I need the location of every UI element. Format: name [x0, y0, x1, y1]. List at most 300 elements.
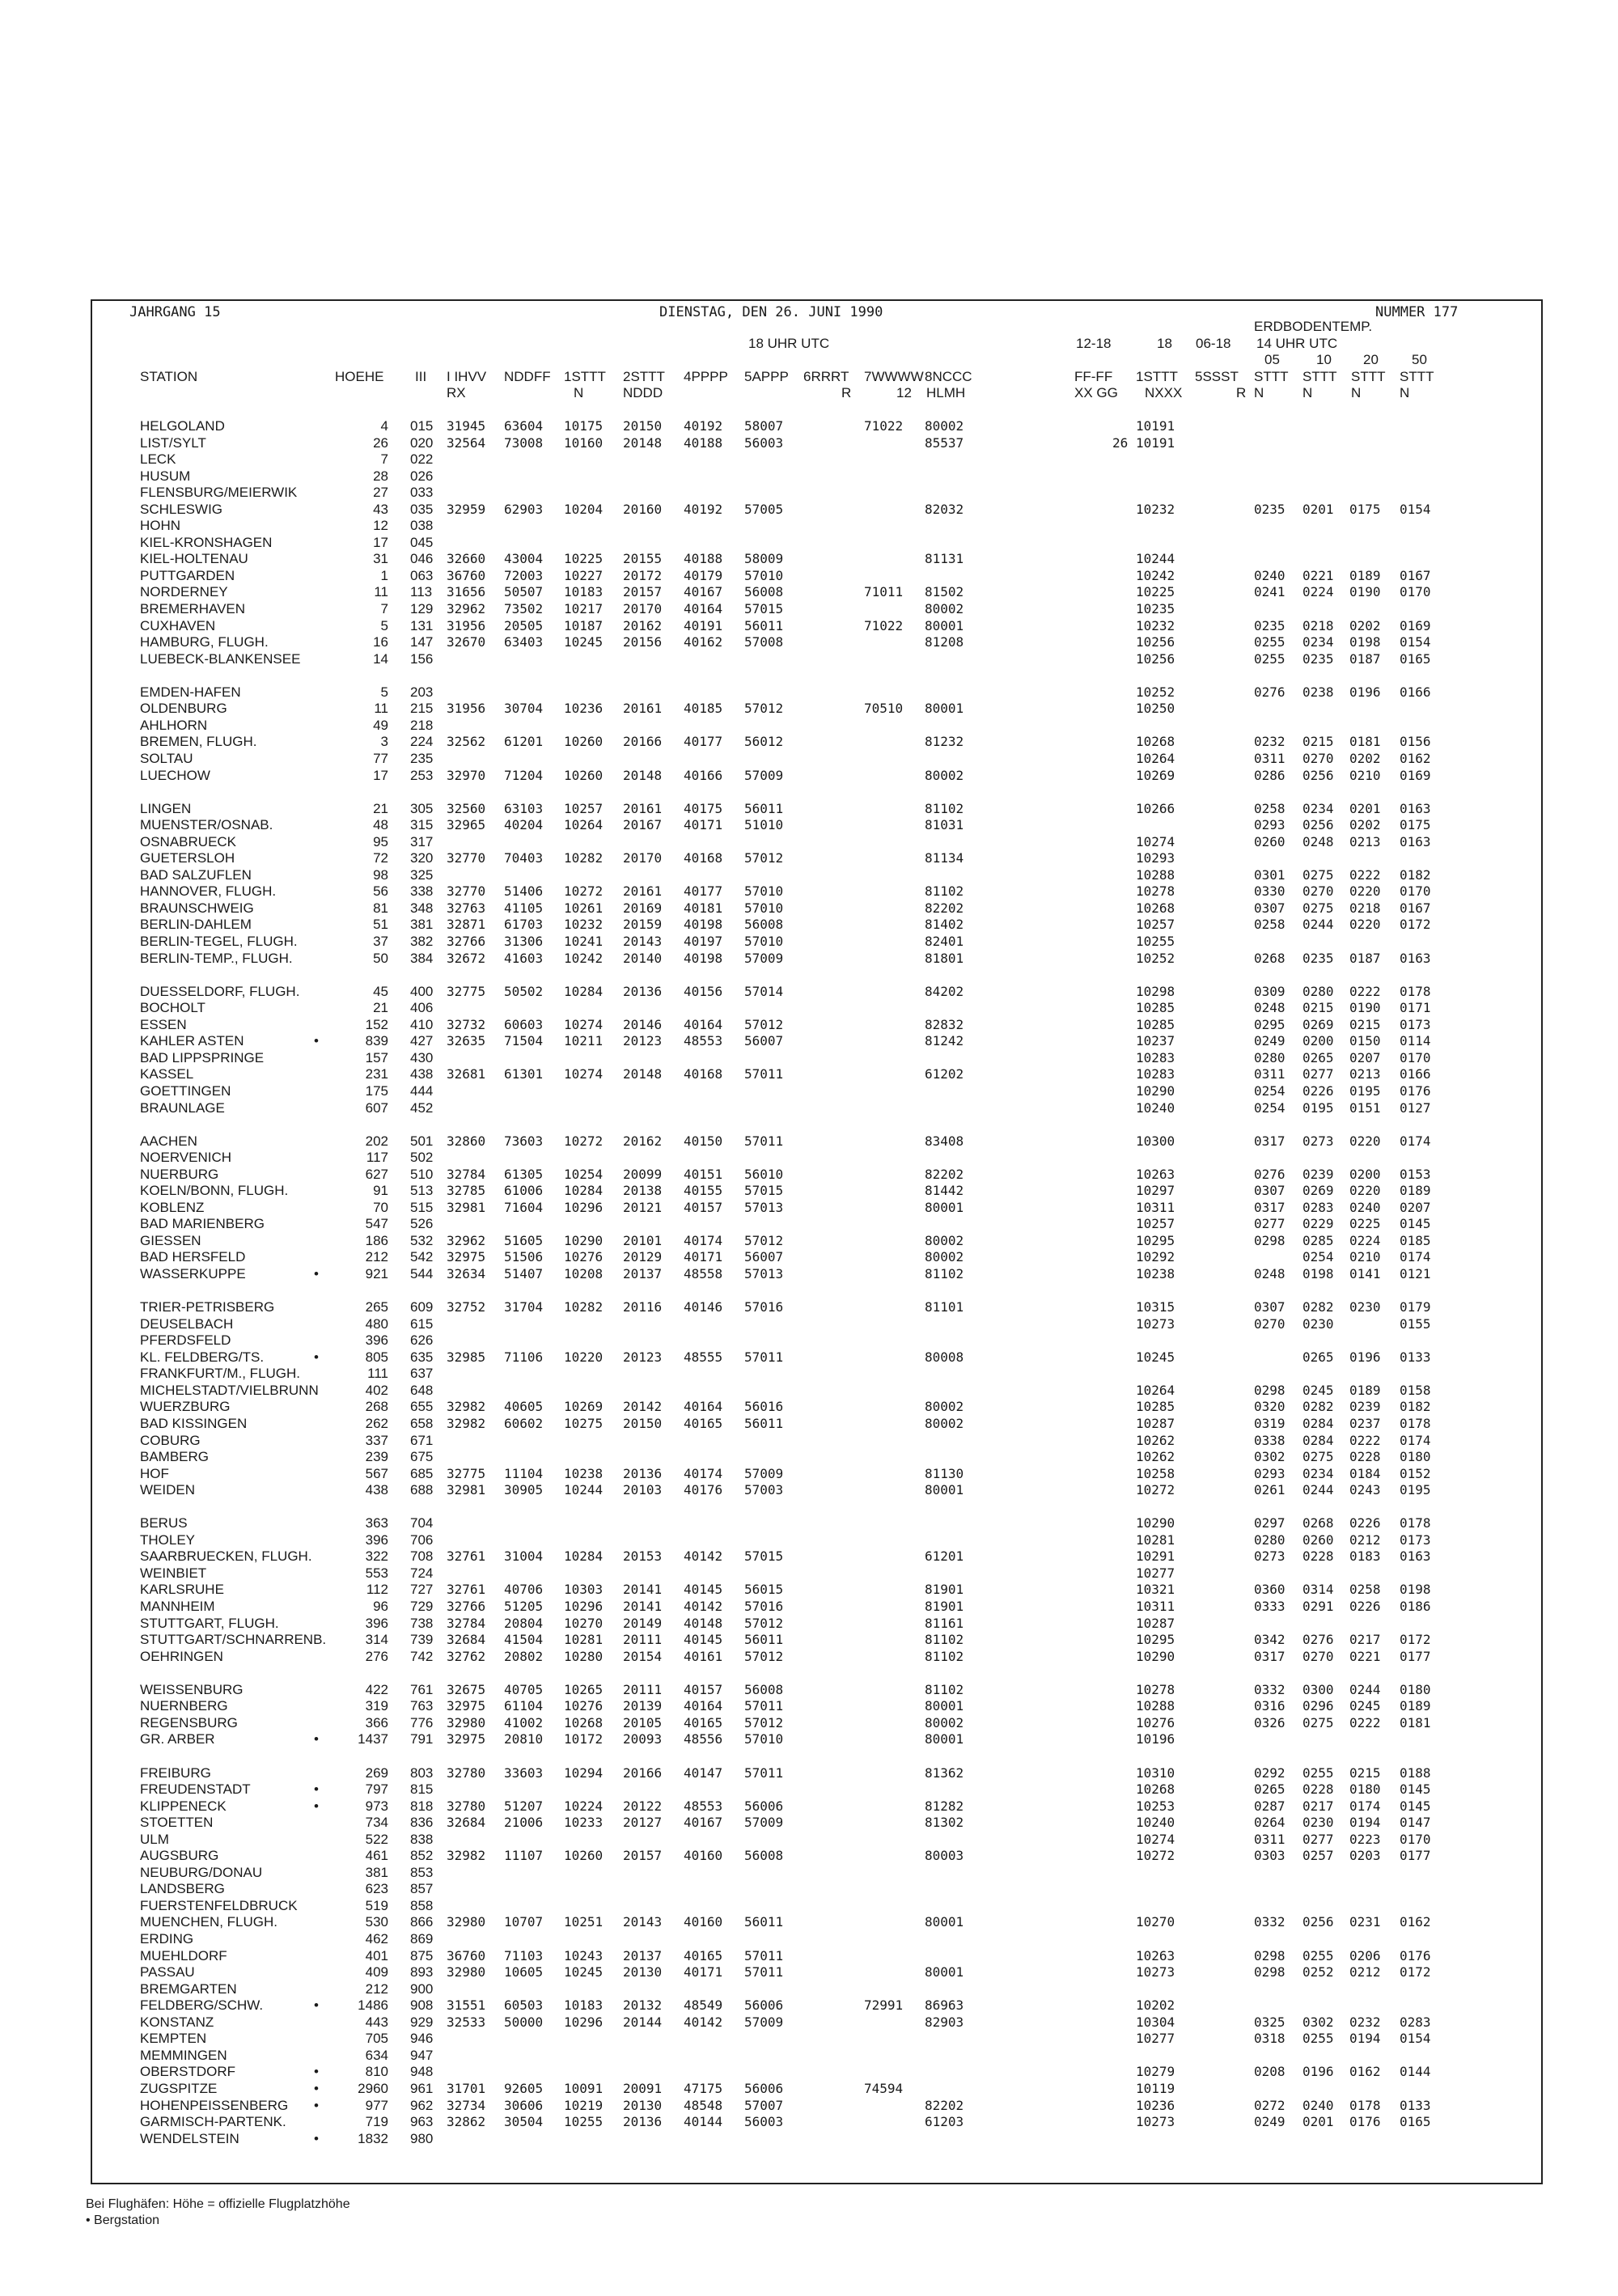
value-soil-10: 0277 — [1302, 1066, 1334, 1082]
value-soil-05: 0293 — [1254, 1466, 1286, 1481]
value-nxxx: 10290 — [1136, 1649, 1175, 1664]
value-4pppp: 40151 — [684, 1167, 723, 1182]
station-id: 818 — [410, 1798, 434, 1814]
table-row — [0, 434, 1618, 451]
value-nddff: 41504 — [504, 1632, 544, 1647]
station-id: 015 — [410, 418, 434, 434]
value-soil-20: 0174 — [1349, 1798, 1381, 1814]
value-5appp: 57015 — [744, 1183, 784, 1198]
value-soil-20: 0210 — [1349, 1249, 1381, 1264]
station-height: 480 — [365, 1316, 388, 1332]
station-id: 724 — [410, 1565, 434, 1581]
station-height: 70 — [373, 1200, 388, 1215]
station-name: WEINBIET — [140, 1565, 207, 1581]
value-soil-20: 0141 — [1349, 1266, 1381, 1281]
value-soil-50: 0170 — [1400, 1050, 1431, 1065]
value-soil-50: 0169 — [1400, 768, 1431, 783]
station-name: GOETTINGEN — [140, 1083, 231, 1099]
value-nddff-rx: 32780 — [447, 1765, 486, 1781]
value-2sttt: 20093 — [623, 1731, 663, 1747]
station-height: 12 — [373, 518, 388, 533]
value-soil-20: 0222 — [1349, 1715, 1381, 1730]
table-row — [0, 417, 1618, 434]
value-soil-05: 0254 — [1254, 1100, 1286, 1116]
value-nxxx: 10292 — [1136, 1249, 1175, 1264]
value-4pppp: 40142 — [684, 1599, 723, 1614]
station-id: 320 — [410, 850, 434, 866]
value-1sttt: 10245 — [564, 634, 604, 650]
col-12: 12 — [896, 385, 912, 400]
value-nxxx: 10288 — [1136, 867, 1175, 883]
value-nddff: 30905 — [504, 1482, 544, 1497]
value-soil-05: 0316 — [1254, 1698, 1286, 1714]
value-soil-20: 0203 — [1349, 1848, 1381, 1863]
station-name: WENDELSTEIN — [140, 2131, 239, 2146]
value-5appp: 56006 — [744, 1997, 784, 2013]
col-sttt-10: STTT — [1302, 369, 1337, 384]
value-nxxx: 10232 — [1136, 502, 1175, 517]
table-row — [0, 1049, 1618, 1066]
value-soil-50: 0153 — [1400, 1167, 1431, 1182]
value-8nccc: 80001 — [925, 1914, 964, 1930]
value-4pppp: 40191 — [684, 618, 723, 633]
value-soil-50: 0144 — [1400, 2064, 1431, 2079]
station-height: 314 — [365, 1632, 388, 1647]
value-1sttt: 10275 — [564, 1416, 604, 1431]
value-5appp: 56011 — [744, 801, 784, 816]
value-nddff: 61703 — [504, 917, 544, 932]
value-8nccc: 81901 — [925, 1599, 964, 1614]
value-nxxx: 10278 — [1136, 1682, 1175, 1697]
value-8nccc: 80002 — [925, 601, 964, 616]
value-soil-20: 0196 — [1349, 684, 1381, 700]
station-name: LUEBECK-BLANKENSEE — [140, 651, 301, 667]
station-id: 637 — [410, 1366, 434, 1381]
value-soil-50: 0163 — [1400, 801, 1431, 816]
value-soil-10: 0260 — [1302, 1532, 1334, 1548]
station-name: MICHELSTADT/VIELBRUNN — [140, 1383, 319, 1398]
value-soil-20: 0190 — [1349, 584, 1381, 599]
value-2sttt: 20169 — [623, 900, 663, 916]
value-4pppp: 40156 — [684, 984, 723, 999]
value-soil-05: 0265 — [1254, 1781, 1286, 1797]
value-soil-10: 0195 — [1302, 1100, 1334, 1116]
mountain-station-marker: • — [314, 1997, 319, 2013]
value-nxxx: 10287 — [1136, 1616, 1175, 1631]
value-1sttt: 10227 — [564, 568, 604, 583]
value-nxxx: 10290 — [1136, 1515, 1175, 1531]
station-height: 519 — [365, 1898, 388, 1913]
value-2sttt: 20162 — [623, 618, 663, 633]
value-soil-05: 0276 — [1254, 684, 1286, 700]
value-1sttt: 10172 — [564, 1731, 604, 1747]
value-soil-10: 0300 — [1302, 1682, 1334, 1697]
value-nxxx: 10235 — [1136, 601, 1175, 616]
value-soil-20: 0220 — [1349, 883, 1381, 899]
value-4pppp: 40164 — [684, 1698, 723, 1714]
value-8nccc: 80002 — [925, 768, 964, 783]
value-nddff-rx: 32670 — [447, 634, 486, 650]
value-nxxx: 10295 — [1136, 1233, 1175, 1248]
station-height: 231 — [365, 1066, 388, 1082]
value-nxxx: 10119 — [1136, 2081, 1175, 2096]
value-soil-20: 0224 — [1349, 1233, 1381, 1248]
value-soil-05: 0303 — [1254, 1848, 1286, 1863]
station-height: 111 — [367, 1366, 388, 1381]
value-soil-10: 0228 — [1302, 1781, 1334, 1797]
table-row — [0, 750, 1618, 767]
value-nddff: 73603 — [504, 1133, 544, 1149]
value-soil-50: 0167 — [1400, 900, 1431, 916]
value-2sttt: 20161 — [623, 883, 663, 899]
value-1sttt: 10244 — [564, 1482, 604, 1497]
footnote-mountain: • Bergstation — [86, 2213, 159, 2227]
value-soil-05: 0280 — [1254, 1532, 1286, 1548]
station-name: HUSUM — [140, 468, 191, 484]
mountain-station-marker: • — [314, 2081, 319, 2096]
value-5appp: 57009 — [744, 2014, 784, 2030]
value-soil-50: 0145 — [1400, 1798, 1431, 1814]
value-nxxx: 10225 — [1136, 584, 1175, 599]
value-soil-10: 0217 — [1302, 1798, 1334, 1814]
station-id: 045 — [410, 535, 434, 550]
value-soil-05: 0325 — [1254, 2014, 1286, 2030]
value-4pppp: 48548 — [684, 2098, 723, 2113]
value-soil-10: 0314 — [1302, 1582, 1334, 1597]
value-4pppp: 40147 — [684, 1765, 723, 1781]
value-nddff-rx: 31945 — [447, 418, 486, 434]
value-nddff: 61006 — [504, 1183, 544, 1198]
table-row — [0, 1864, 1618, 1881]
value-soil-05: 0317 — [1254, 1133, 1286, 1149]
value-nddff-rx: 32862 — [447, 2114, 486, 2129]
value-soil-50: 0195 — [1400, 1482, 1431, 1497]
value-2sttt: 20143 — [623, 1914, 663, 1930]
table-row — [0, 1166, 1618, 1183]
station-name: SOLTAU — [140, 751, 193, 766]
table-row — [0, 733, 1618, 750]
value-soil-20: 0151 — [1349, 1100, 1381, 1116]
value-soil-05: 0311 — [1254, 751, 1286, 766]
value-soil-20: 0212 — [1349, 1964, 1381, 1980]
value-nddff: 51406 — [504, 883, 544, 899]
value-soil-05: 0255 — [1254, 634, 1286, 650]
station-name: BAD LIPPSPRINGE — [140, 1050, 265, 1065]
value-5appp: 56011 — [744, 1632, 784, 1647]
value-soil-50: 0174 — [1400, 1133, 1431, 1149]
station-name: WUERZBURG — [140, 1399, 231, 1414]
value-soil-20: 0187 — [1349, 651, 1381, 667]
col-1sttt-b: 1STTT — [1136, 369, 1178, 384]
value-soil-05: 0320 — [1254, 1399, 1286, 1414]
value-2sttt: 20140 — [623, 951, 663, 966]
value-soil-10: 0302 — [1302, 2014, 1334, 2030]
station-id: 022 — [410, 451, 434, 467]
station-id: 452 — [410, 1100, 434, 1116]
value-soil-05: 0261 — [1254, 1482, 1286, 1497]
value-5appp: 57010 — [744, 883, 784, 899]
value-soil-50: 0156 — [1400, 734, 1431, 749]
value-2sttt: 20156 — [623, 634, 663, 650]
station-height: 21 — [373, 801, 388, 816]
value-1sttt: 10296 — [564, 1200, 604, 1215]
value-soil-20: 0239 — [1349, 1399, 1381, 1414]
value-1sttt: 10225 — [564, 551, 604, 566]
value-5appp: 57009 — [744, 1815, 784, 1830]
table-row — [0, 849, 1618, 866]
station-name: BOCHOLT — [140, 1000, 205, 1015]
value-2sttt: 20166 — [623, 1765, 663, 1781]
value-soil-20: 0202 — [1349, 751, 1381, 766]
station-name: BAD MARIENBERG — [140, 1216, 265, 1231]
value-7wwww: 72991 — [864, 1997, 904, 2013]
value-4pppp: 40192 — [684, 418, 723, 434]
value-4pppp: 40168 — [684, 850, 723, 866]
station-id: 763 — [410, 1698, 434, 1714]
value-nddff: 50507 — [504, 584, 544, 599]
value-1sttt: 10233 — [564, 1815, 604, 1830]
value-1sttt: 10268 — [564, 1715, 604, 1730]
value-4pppp: 40188 — [684, 435, 723, 451]
value-4pppp: 40174 — [684, 1233, 723, 1248]
station-id: 648 — [410, 1383, 434, 1398]
value-soil-20: 0258 — [1349, 1582, 1381, 1597]
value-2sttt: 20146 — [623, 1017, 663, 1032]
station-id: 382 — [410, 934, 434, 949]
table-row — [0, 1581, 1618, 1598]
value-5appp: 57010 — [744, 568, 784, 583]
value-1sttt: 10242 — [564, 951, 604, 966]
value-nddff: 62903 — [504, 502, 544, 517]
value-nddff-rx: 32981 — [447, 1200, 486, 1215]
station-name: LUECHOW — [140, 768, 210, 783]
value-soil-05: 0270 — [1254, 1316, 1286, 1332]
station-id: 131 — [410, 618, 434, 633]
value-nxxx: 10311 — [1136, 1200, 1175, 1215]
station-height: 77 — [373, 751, 388, 766]
mountain-station-marker: • — [314, 2064, 319, 2079]
value-soil-50: 0172 — [1400, 1964, 1431, 1980]
value-2sttt: 20091 — [623, 2081, 663, 2096]
value-soil-10: 0229 — [1302, 1216, 1334, 1231]
value-soil-20: 0220 — [1349, 917, 1381, 932]
value-8nccc: 81101 — [925, 1299, 964, 1315]
value-1sttt: 10175 — [564, 418, 604, 434]
value-1sttt: 10282 — [564, 850, 604, 866]
value-nxxx: 10273 — [1136, 2114, 1175, 2129]
value-1sttt: 10280 — [564, 1649, 604, 1664]
value-soil-50: 0207 — [1400, 1200, 1431, 1215]
station-id: 129 — [410, 601, 434, 616]
value-nxxx: 10270 — [1136, 1914, 1175, 1930]
value-soil-05: 0235 — [1254, 618, 1286, 633]
value-soil-50: 0162 — [1400, 1914, 1431, 1930]
value-nddff-rx: 36760 — [447, 1948, 486, 1963]
mountain-station-marker: • — [314, 1781, 319, 1797]
station-height: 1 — [380, 568, 388, 583]
value-soil-05: 0235 — [1254, 502, 1286, 517]
value-2sttt: 20137 — [623, 1266, 663, 1281]
range-06-18: 06-18 — [1196, 336, 1231, 351]
value-soil-50: 0178 — [1400, 984, 1431, 999]
station-height: 438 — [365, 1482, 388, 1497]
value-soil-20: 0222 — [1349, 1433, 1381, 1448]
value-soil-20: 0225 — [1349, 1216, 1381, 1231]
value-nddff: 73502 — [504, 601, 544, 616]
station-id: 729 — [410, 1599, 434, 1614]
value-nddff-rx: 32533 — [447, 2014, 486, 2030]
station-name: THOLEY — [140, 1532, 196, 1548]
value-soil-10: 0277 — [1302, 1832, 1334, 1847]
table-row — [0, 1730, 1618, 1747]
table-row — [0, 1365, 1618, 1382]
station-id: 853 — [410, 1865, 434, 1880]
value-soil-10: 0245 — [1302, 1383, 1334, 1398]
station-name: PASSAU — [140, 1964, 195, 1980]
station-height: 27 — [373, 485, 388, 500]
station-id: 444 — [410, 1083, 434, 1099]
col-sttt-50: STTT — [1400, 369, 1434, 384]
station-height: 3 — [380, 734, 388, 749]
value-nddff: 41603 — [504, 951, 544, 966]
station-id: 113 — [410, 584, 433, 599]
value-2sttt: 20161 — [623, 701, 663, 716]
station-name: EMDEN-HAFEN — [140, 684, 241, 700]
value-2sttt: 20137 — [623, 1948, 663, 1963]
value-nxxx: 10287 — [1136, 1416, 1175, 1431]
value-2sttt: 20167 — [623, 817, 663, 832]
station-name: BRAUNSCHWEIG — [140, 900, 254, 916]
value-nddff: 63604 — [504, 418, 544, 434]
value-nxxx: 10311 — [1136, 1599, 1175, 1614]
value-8nccc: 61202 — [925, 1066, 964, 1082]
value-8nccc: 61201 — [925, 1548, 964, 1564]
table-row — [0, 1481, 1618, 1498]
value-soil-20: 0237 — [1349, 1416, 1381, 1431]
value-nddff-rx: 32763 — [447, 900, 486, 916]
station-name: LIST/SYLT — [140, 435, 206, 451]
station-height: 152 — [365, 1017, 388, 1032]
station-id: 626 — [410, 1332, 434, 1348]
value-soil-05: 0317 — [1254, 1200, 1286, 1215]
station-id: 947 — [410, 2048, 434, 2063]
station-name: MANNHEIM — [140, 1599, 215, 1614]
station-id: 776 — [410, 1715, 434, 1730]
value-nddff: 51207 — [504, 1798, 544, 1814]
value-1sttt: 10261 — [564, 900, 604, 916]
value-soil-50: 0175 — [1400, 817, 1431, 832]
value-nxxx: 10272 — [1136, 1482, 1175, 1497]
table-row — [0, 1615, 1618, 1632]
value-nddff-rx: 36760 — [447, 568, 486, 583]
station-name: OSNABRUECK — [140, 834, 237, 849]
uhr14-label: 14 UHR UTC — [1256, 336, 1338, 351]
value-5appp: 57012 — [744, 850, 784, 866]
value-soil-20: 0215 — [1349, 1765, 1381, 1781]
table-row — [0, 1997, 1618, 2014]
value-nddff-rx: 32562 — [447, 734, 486, 749]
station-id: 325 — [410, 867, 434, 883]
table-row — [0, 950, 1618, 967]
col-4pppp: 4PPPP — [684, 369, 728, 384]
value-nxxx: 10321 — [1136, 1582, 1175, 1597]
col-5appp: 5APPP — [744, 369, 789, 384]
table-row — [0, 1215, 1618, 1232]
value-soil-05: 0301 — [1254, 867, 1286, 883]
station-id: 658 — [410, 1416, 434, 1431]
erdboden-label: ERDBODENTEMP. — [1254, 319, 1373, 334]
station-name: CUXHAVEN — [140, 618, 216, 633]
value-nddff-rx: 32780 — [447, 1798, 486, 1814]
col-hlmh: HLMH — [926, 385, 966, 400]
value-4pppp: 40168 — [684, 1066, 723, 1082]
station-id: 532 — [410, 1233, 434, 1248]
value-soil-05: 0311 — [1254, 1066, 1286, 1082]
station-id: 742 — [410, 1649, 434, 1664]
value-nddff: 73008 — [504, 435, 544, 451]
value-2sttt: 20148 — [623, 435, 663, 451]
value-nddff: 61201 — [504, 734, 544, 749]
station-id: 305 — [410, 801, 434, 816]
depth-05: 05 — [1264, 352, 1280, 367]
table-row — [0, 1814, 1618, 1831]
station-name: FELDBERG/SCHW. — [140, 1997, 264, 2013]
station-id: 635 — [410, 1349, 434, 1365]
value-soil-05: 0254 — [1254, 1083, 1286, 1099]
value-4pppp: 40171 — [684, 817, 723, 832]
station-height: 5 — [380, 618, 388, 633]
value-soil-10: 0257 — [1302, 1848, 1334, 1863]
value-soil-50: 0198 — [1400, 1582, 1431, 1597]
value-soil-20: 0220 — [1349, 1133, 1381, 1149]
value-2sttt: 20123 — [623, 1033, 663, 1048]
value-nxxx: 10264 — [1136, 751, 1175, 766]
value-soil-10: 0239 — [1302, 1167, 1334, 1182]
value-1sttt: 10255 — [564, 2114, 604, 2129]
value-soil-05: 0208 — [1254, 2064, 1286, 2079]
value-soil-20: 0181 — [1349, 734, 1381, 749]
station-name: BAD HERSFELD — [140, 1249, 246, 1264]
value-soil-10: 0226 — [1302, 1083, 1334, 1099]
value-nddff: 30606 — [504, 2098, 544, 2113]
table-row — [0, 1432, 1618, 1449]
value-nxxx: 10266 — [1136, 801, 1175, 816]
station-id: 948 — [410, 2064, 434, 2079]
value-nxxx: 10276 — [1136, 1715, 1175, 1730]
station-height: 17 — [373, 535, 388, 550]
value-soil-20: 0222 — [1349, 984, 1381, 999]
value-5appp: 57009 — [744, 768, 784, 783]
value-nxxx: 10240 — [1136, 1815, 1175, 1830]
col-nddff: NDDFF — [504, 369, 551, 384]
value-5appp: 56011 — [744, 618, 784, 633]
value-nxxx: 10279 — [1136, 2064, 1175, 2079]
value-5appp: 56006 — [744, 2081, 784, 2096]
value-nddff: 60603 — [504, 1017, 544, 1032]
value-8nccc: 80002 — [925, 418, 964, 434]
value-soil-05: 0287 — [1254, 1798, 1286, 1814]
value-2sttt: 20136 — [623, 1466, 663, 1481]
station-height: 43 — [373, 502, 388, 517]
value-4pppp: 40177 — [684, 883, 723, 899]
value-nddff: 60503 — [504, 1997, 544, 2013]
value-8nccc: 80001 — [925, 1482, 964, 1497]
value-soil-10: 0240 — [1302, 2098, 1334, 2113]
value-5appp: 57005 — [744, 502, 784, 517]
station-name: MUENCHEN, FLUGH. — [140, 1914, 278, 1930]
value-8nccc: 82401 — [925, 934, 964, 949]
value-8nccc: 83408 — [925, 1133, 964, 1149]
